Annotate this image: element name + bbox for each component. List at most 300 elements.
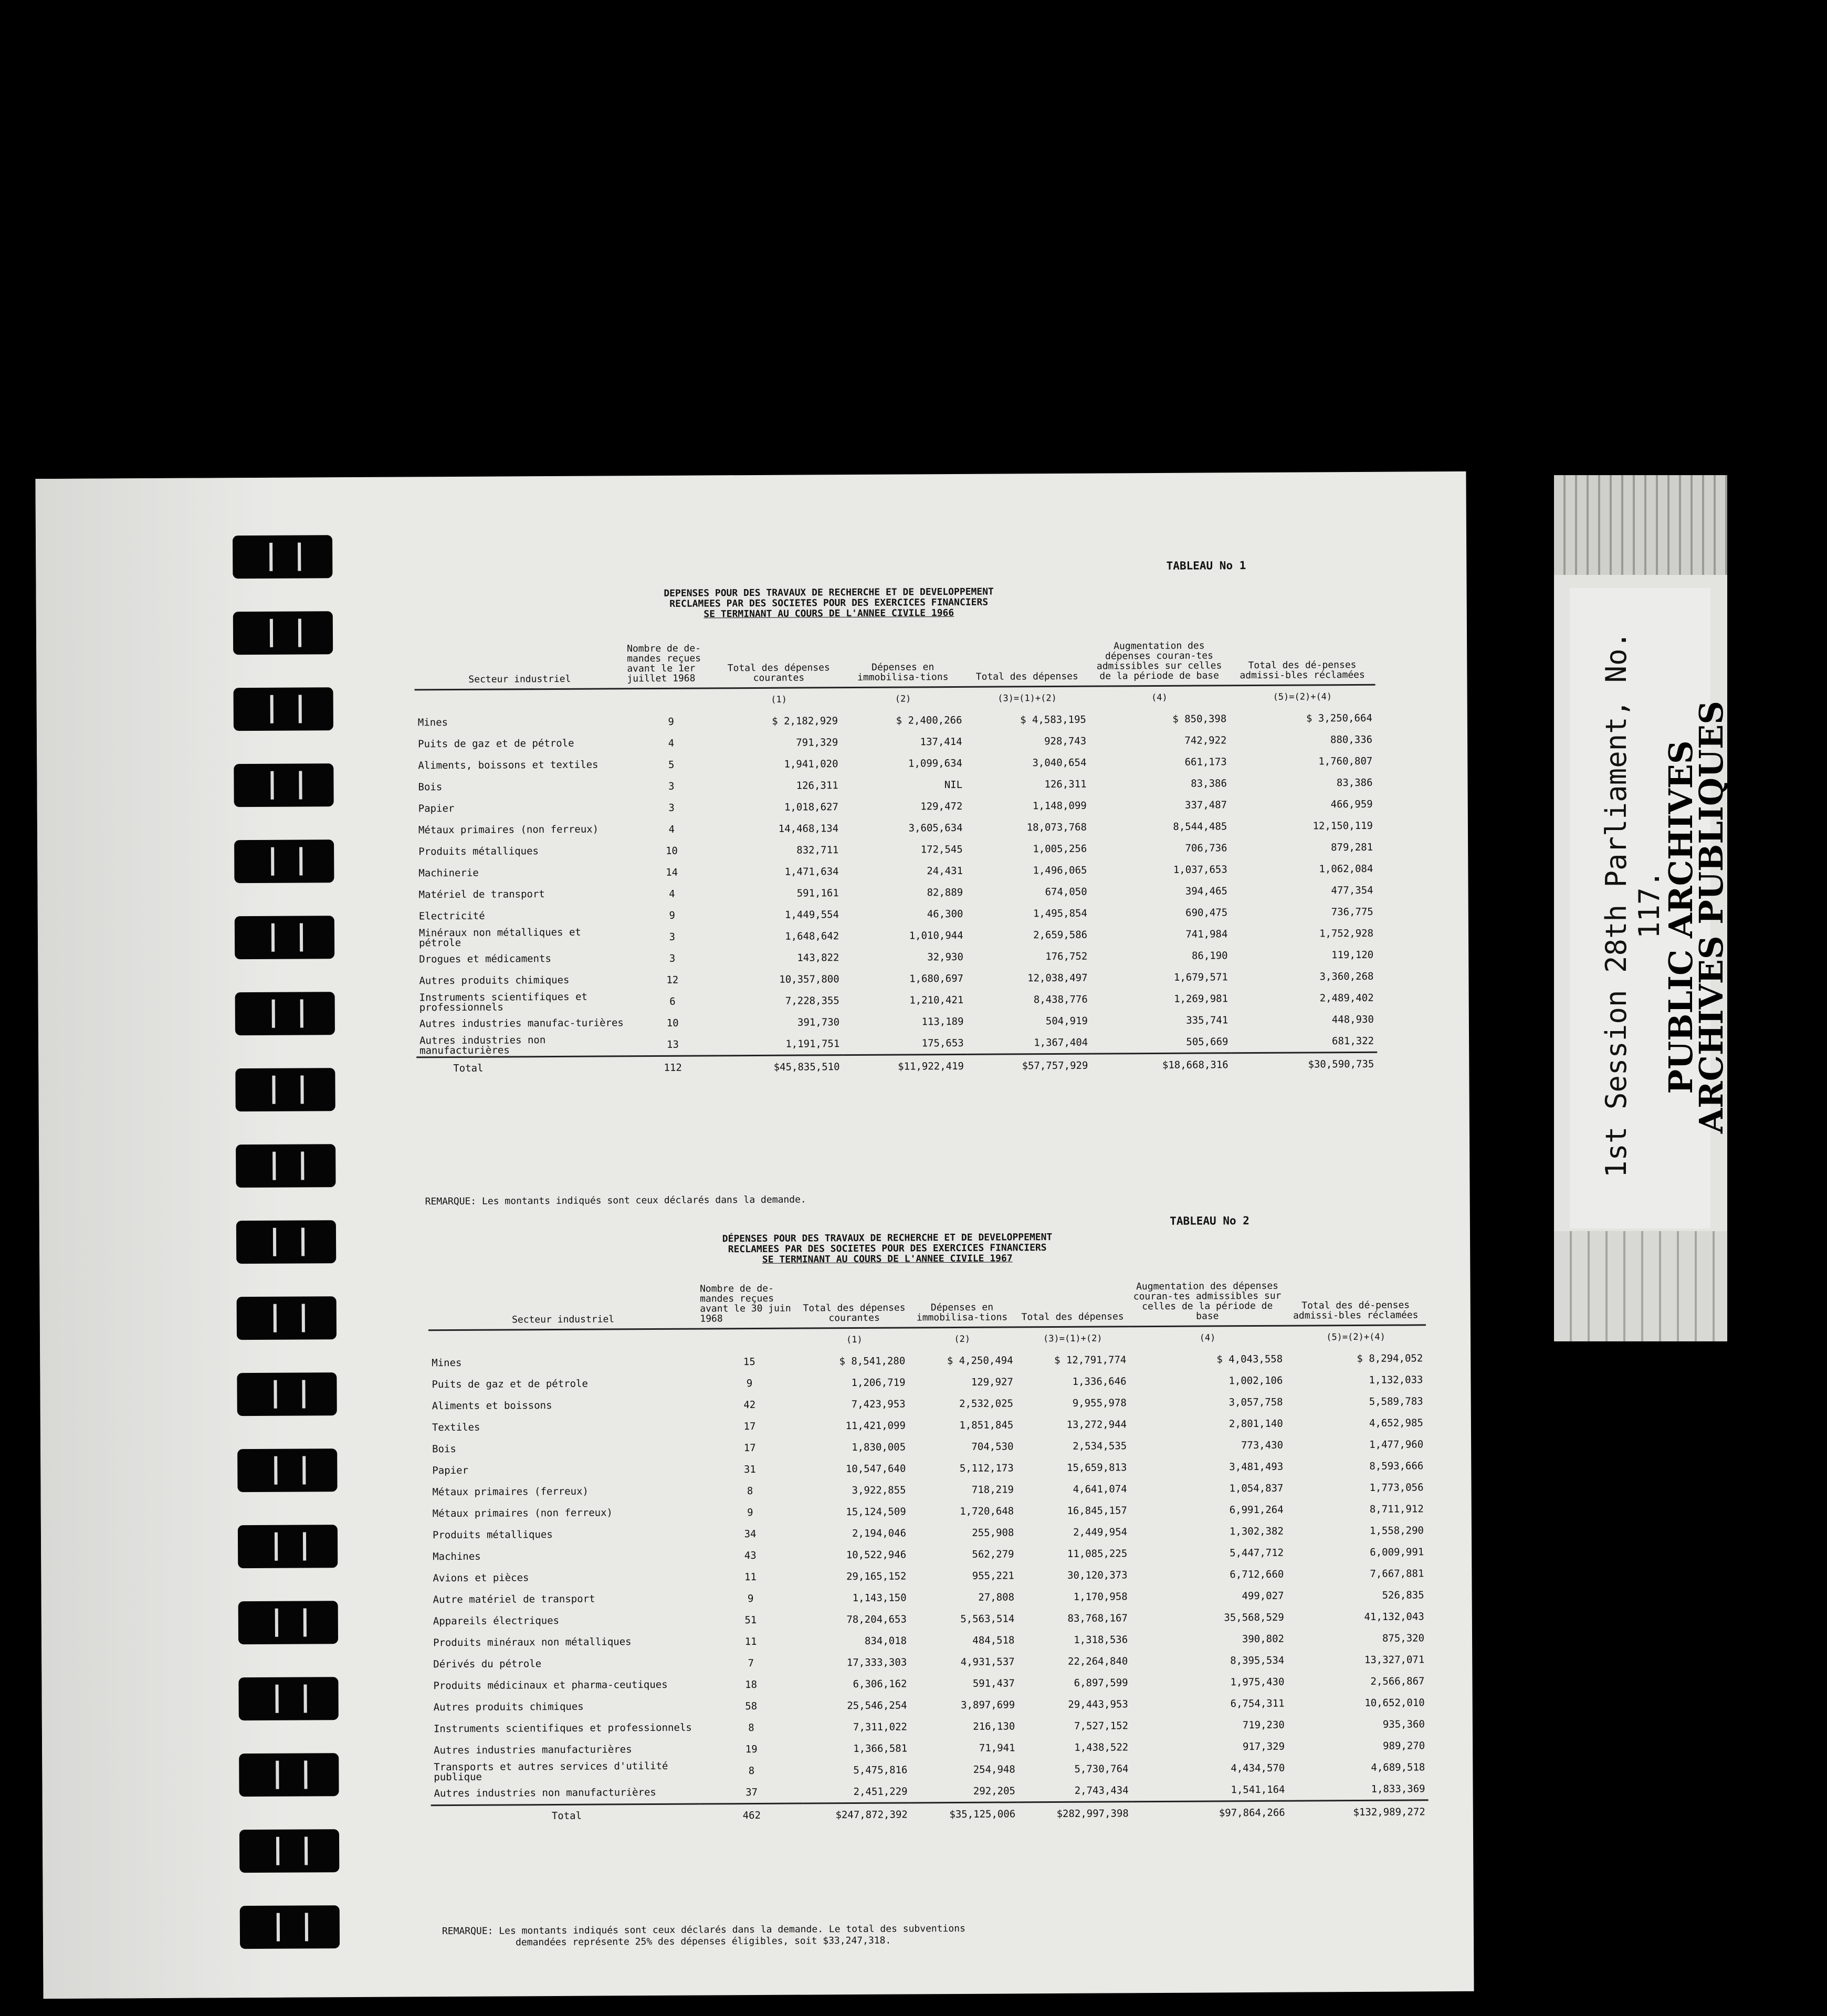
value-cell: $ 4,043,558: [1216, 1353, 1283, 1365]
binding-ring: [237, 1372, 337, 1416]
binding-ring: [239, 1753, 339, 1797]
value-cell: 1,005,256: [1033, 843, 1087, 855]
request-count: 14: [666, 866, 678, 878]
value-cell: 11,421,099: [845, 1420, 906, 1432]
sector-name: Mines: [417, 717, 448, 729]
value-cell: 16,845,157: [1067, 1504, 1127, 1517]
request-count: 10: [666, 1017, 679, 1029]
value-cell: 8,544,485: [1173, 820, 1227, 833]
value-cell: 119,120: [1331, 949, 1374, 961]
value-cell: 1,975,430: [1230, 1676, 1285, 1688]
value-cell: 1,367,404: [1034, 1036, 1088, 1048]
value-cell: 83,386: [1191, 777, 1227, 790]
torn-paper-bottom: [1554, 1231, 1727, 1341]
value-cell: NIL: [944, 779, 963, 791]
value-cell: 879,281: [1331, 841, 1373, 853]
value-cell: 4,652,985: [1369, 1416, 1423, 1429]
value-cell: 71,941: [979, 1741, 1015, 1754]
value-cell: 6,306,162: [853, 1677, 907, 1690]
column-number: (2): [954, 1334, 971, 1345]
sector-name: Instruments scientifiques et professionnels: [433, 1721, 692, 1735]
document-page: [35, 471, 1474, 1999]
column-number: (3)=(1)+(2): [1043, 1333, 1102, 1344]
value-cell: 22,264,840: [1067, 1655, 1128, 1667]
column-header: Total des dépenses: [1016, 1282, 1129, 1327]
sector-name: Mines: [432, 1357, 462, 1369]
tableau-2-label: TABLEAU No 2: [1170, 1214, 1250, 1227]
request-count: 3: [669, 931, 676, 943]
sector-name: Aliments et boissons: [432, 1400, 552, 1412]
binding-ring: [235, 992, 335, 1035]
value-cell: 2,449,954: [1073, 1526, 1128, 1538]
title-line: DÉPENSES POUR DES TRAVAUX DE RECHERCHE ET DE DEVELOPPEMENT: [722, 1232, 1053, 1245]
total-value: $282,997,398: [1018, 1802, 1132, 1825]
value-cell: $ 850,398: [1172, 712, 1227, 725]
sector-name: Machinerie: [418, 867, 479, 879]
value-cell: 7,667,881: [1370, 1567, 1424, 1580]
binding-ring: [234, 687, 333, 731]
value-cell: 1,679,571: [1173, 971, 1228, 983]
label-card: [1570, 588, 1761, 1228]
value-cell: 742,922: [1184, 734, 1227, 747]
total-value: $18,668,316: [1091, 1053, 1232, 1076]
value-cell: 681,322: [1331, 1035, 1374, 1047]
value-cell: 3,922,855: [852, 1484, 906, 1496]
value-cell: 46,300: [927, 908, 963, 920]
value-cell: 791,329: [796, 736, 838, 749]
value-cell: 1,438,522: [1074, 1741, 1129, 1754]
value-cell: 254,948: [973, 1763, 1015, 1776]
tableau-1-table: [414, 640, 1377, 1080]
sector-name: Produits métalliques: [418, 845, 539, 858]
title-line: RECLAMEES PAR DES SOCIETES POUR DES EXERCICES FINANCIERS: [669, 596, 989, 610]
sector-name: Autres industries non manufacturières: [434, 1786, 656, 1800]
tableau-1-remark: REMARQUE: Les montants indiqués sont ceux déclarés dans la demande.: [425, 1194, 806, 1208]
sector-name: Dérivés du pétrole: [433, 1658, 542, 1671]
value-cell: 14,468,134: [778, 822, 839, 835]
request-count: 4: [669, 888, 675, 900]
request-count: 10: [665, 845, 678, 857]
value-cell: 337,487: [1184, 799, 1227, 811]
value-cell: 17,333,303: [846, 1656, 907, 1668]
request-count: 15: [743, 1356, 755, 1368]
value-cell: 4,931,537: [960, 1655, 1015, 1668]
value-cell: 11,085,225: [1067, 1547, 1128, 1560]
sector-name: Métaux primaires (ferreux): [432, 1485, 589, 1498]
value-cell: 5,475,816: [853, 1763, 908, 1776]
column-number: (2): [895, 693, 911, 705]
value-cell: 2,451,229: [853, 1785, 908, 1798]
column-header: Total des dé-penses admissi-bles réclamées: [1285, 1280, 1426, 1326]
value-cell: $ 8,541,280: [839, 1355, 906, 1367]
binding-ring: [233, 611, 333, 655]
sector-name: Textiles: [432, 1421, 480, 1434]
column-header: Augmentation des dépenses couran-tes admissibles sur celles de la période de base: [1089, 640, 1230, 686]
stamp-line: PUBLIC ARCHIVES: [1662, 740, 1700, 1094]
value-cell: 591,161: [796, 887, 839, 899]
value-cell: 4,689,518: [1371, 1761, 1425, 1773]
value-cell: $ 4,250,494: [947, 1354, 1013, 1367]
value-cell: 391,730: [797, 1016, 840, 1028]
value-cell: 126,311: [1044, 778, 1087, 790]
value-cell: 989,270: [1382, 1739, 1425, 1752]
value-cell: 86,190: [1191, 949, 1228, 962]
value-cell: 1,062,084: [1319, 863, 1373, 875]
value-cell: 5,589,783: [1369, 1395, 1423, 1408]
value-cell: 4,434,570: [1231, 1762, 1285, 1774]
header-row: [414, 640, 1375, 690]
sector-name: Puits de gaz et de pétrole: [432, 1378, 588, 1391]
total-row: [416, 1052, 1377, 1079]
title-line: SE TERMINANT AU COURS DE L'ANNEE CIVILE 1967: [762, 1253, 1013, 1265]
binding-ring: [236, 1144, 335, 1188]
tableau-1-body: [415, 707, 1377, 1057]
value-cell: 8,438,776: [1033, 993, 1088, 1005]
value-cell: $ 4,583,195: [1020, 713, 1087, 726]
total-value: $97,864,266: [1132, 1801, 1288, 1824]
tableau-1-title: [577, 586, 1081, 621]
request-count: 42: [743, 1399, 756, 1411]
total-count: 462: [700, 1803, 803, 1826]
binding-ring: [235, 1068, 335, 1111]
tableau-2-table: [428, 1280, 1428, 1828]
total-value: $132,989,272: [1288, 1800, 1429, 1823]
request-count: 31: [743, 1463, 756, 1475]
binding-ring: [238, 1601, 338, 1644]
column-header: Total des dépenses courantes: [717, 643, 841, 688]
value-cell: 505,669: [1186, 1035, 1228, 1048]
value-cell: 1,941,020: [784, 758, 838, 770]
value-cell: $ 3,250,664: [1306, 712, 1372, 724]
sector-name: Métaux primaires (non ferreux): [418, 823, 599, 836]
value-cell: 129,472: [920, 800, 963, 812]
total-value: $11,922,419: [843, 1054, 967, 1077]
binding-ring: [238, 1677, 338, 1720]
value-cell: 13,327,071: [1364, 1653, 1425, 1666]
value-cell: $ 8,294,052: [1357, 1352, 1423, 1364]
value-cell: 7,228,355: [785, 994, 839, 1007]
request-count: 17: [743, 1442, 756, 1454]
value-cell: 172,545: [920, 843, 963, 855]
value-cell: 1,148,099: [1032, 800, 1087, 812]
stamp-line: CANADA: [1723, 837, 1761, 998]
request-count: 51: [744, 1614, 757, 1626]
value-cell: 1,773,056: [1369, 1481, 1424, 1494]
value-cell: 1,558,290: [1369, 1524, 1424, 1537]
value-cell: 29,165,152: [846, 1570, 907, 1582]
value-cell: 7,527,152: [1074, 1719, 1129, 1732]
total-value: $35,125,006: [911, 1802, 1019, 1825]
value-cell: 1,830,005: [852, 1441, 906, 1453]
value-cell: 41,132,043: [1364, 1610, 1424, 1623]
column-header: Dépenses en immobilisa-tions: [841, 642, 965, 688]
column-header: Total des dépenses: [965, 642, 1089, 687]
value-cell: 477,354: [1331, 884, 1373, 896]
title-line: RECLAMEES PAR DES SOCIETES POUR DES EXERCICES FINANCIERS: [728, 1242, 1047, 1255]
column-number: (4): [1199, 1332, 1216, 1343]
value-cell: 30,120,373: [1067, 1569, 1128, 1581]
value-cell: 1,851,845: [959, 1419, 1014, 1431]
value-cell: 1,680,697: [909, 972, 964, 984]
remark-line: demandées représente 25% des dépenses éligibles, soit $33,247,318.: [515, 1935, 891, 1948]
value-cell: 1,143,150: [852, 1591, 907, 1604]
value-cell: 29,443,953: [1068, 1698, 1128, 1710]
value-cell: 216,130: [973, 1720, 1015, 1732]
value-cell: 736,775: [1331, 906, 1373, 918]
request-count: 3: [668, 780, 675, 792]
value-cell: 1,099,634: [908, 757, 962, 769]
total-row: [431, 1800, 1429, 1828]
value-cell: 5,447,712: [1230, 1547, 1284, 1559]
value-cell: 8,711,912: [1369, 1503, 1424, 1515]
sector-name: Puits de gaz et de pétrole: [418, 737, 574, 750]
column-header: Secteur industriel: [414, 644, 625, 690]
value-cell: $ 12,791,774: [1054, 1353, 1127, 1366]
value-cell: 1,471,634: [784, 865, 839, 878]
value-cell: 4,641,074: [1073, 1483, 1127, 1495]
value-cell: 1,002,106: [1228, 1374, 1283, 1387]
value-cell: 129,927: [971, 1376, 1013, 1388]
value-cell: 1,269,981: [1174, 992, 1228, 1005]
value-cell: 6,991,264: [1229, 1504, 1284, 1516]
column-header: Augmentation des dépenses couran-tes admissibles sur celles de la période de base: [1129, 1281, 1286, 1327]
request-count: 4: [668, 737, 675, 749]
value-cell: $ 2,182,929: [772, 715, 838, 727]
value-cell: 499,027: [1242, 1590, 1284, 1602]
value-cell: 2,534,535: [1073, 1440, 1127, 1452]
value-cell: 2,532,025: [959, 1397, 1014, 1410]
value-cell: 1,648,642: [785, 930, 839, 942]
value-cell: 741,984: [1185, 928, 1228, 940]
value-cell: 1,477,960: [1369, 1438, 1424, 1451]
request-count: 12: [666, 974, 679, 986]
sector-name: Produits médicinaux et pharma-ceutiques: [433, 1678, 668, 1692]
value-cell: 928,743: [1044, 735, 1087, 747]
value-cell: 1,018,627: [784, 801, 838, 813]
total-value: $45,835,510: [719, 1055, 843, 1078]
archive-label-strip: [1554, 475, 1761, 1341]
column-header: Total des dé-penses admissi-bles réclamées: [1229, 640, 1375, 686]
value-cell: 137,414: [920, 736, 962, 748]
sector-name: Appareils électriques: [433, 1614, 560, 1628]
sector-name: Electricité: [418, 910, 485, 922]
column-header: Secteur industriel: [428, 1284, 698, 1330]
value-cell: 27,808: [978, 1591, 1015, 1603]
value-cell: 484,518: [972, 1634, 1015, 1646]
request-count: 9: [668, 716, 674, 728]
value-cell: 1,760,807: [1318, 755, 1373, 767]
sector-name: Autre matériel de transport: [433, 1593, 595, 1606]
value-cell: 1,752,928: [1319, 927, 1374, 939]
total-value: $247,872,392: [803, 1803, 911, 1826]
value-cell: 690,475: [1185, 906, 1228, 919]
request-count: 9: [669, 909, 675, 921]
value-cell: 1,132,033: [1369, 1373, 1423, 1386]
value-cell: 175,653: [921, 1037, 964, 1049]
value-cell: 13,272,944: [1066, 1418, 1127, 1431]
value-cell: 773,430: [1241, 1439, 1284, 1451]
value-cell: 718,219: [971, 1483, 1014, 1496]
value-cell: 917,329: [1242, 1740, 1285, 1752]
value-cell: 448,930: [1331, 1013, 1374, 1025]
binding-ring: [236, 1220, 336, 1264]
value-cell: 2,801,140: [1228, 1418, 1283, 1430]
column-header: Total des dépenses courantes: [800, 1283, 908, 1328]
value-cell: 2,489,402: [1319, 992, 1374, 1004]
column-number: (4): [1151, 692, 1168, 703]
value-cell: 8,395,534: [1230, 1654, 1285, 1666]
value-cell: 704,530: [971, 1440, 1014, 1453]
value-cell: 1,210,421: [909, 994, 964, 1006]
value-cell: 591,437: [972, 1677, 1015, 1689]
column-number: (1): [771, 694, 788, 705]
value-cell: 335,741: [1186, 1014, 1228, 1026]
value-cell: 83,386: [1336, 776, 1373, 789]
value-cell: 2,659,586: [1033, 929, 1088, 941]
value-cell: 935,360: [1382, 1718, 1425, 1730]
value-cell: 875,320: [1382, 1632, 1425, 1644]
value-cell: 834,018: [864, 1634, 907, 1647]
value-cell: $ 2,400,266: [896, 714, 962, 727]
value-cell: 6,009,991: [1370, 1546, 1424, 1558]
column-header: Dépenses en immobilisa-tions: [908, 1282, 1016, 1328]
value-cell: 7,311,022: [853, 1720, 907, 1733]
value-cell: 24,431: [927, 865, 963, 877]
sector-name: Papier: [418, 802, 455, 815]
request-count: 8: [748, 1765, 755, 1777]
total-label: Total: [416, 1056, 627, 1080]
value-cell: 15,124,509: [846, 1505, 906, 1518]
column-header: Nombre de de-mandes reçues avant le 1er juillet 1968: [625, 643, 717, 688]
request-count: 18: [745, 1678, 758, 1690]
value-cell: 6,754,311: [1230, 1697, 1285, 1709]
value-cell: 255,908: [972, 1526, 1014, 1539]
request-count: 8: [747, 1485, 753, 1497]
value-cell: 3,057,758: [1228, 1396, 1283, 1408]
tableau-1-label: TABLEAU No 1: [1166, 559, 1246, 572]
value-cell: 3,360,268: [1319, 970, 1374, 982]
value-cell: 15,659,813: [1066, 1461, 1127, 1474]
value-cell: 2,194,046: [852, 1527, 907, 1539]
total-count: 112: [627, 1056, 719, 1078]
binding-ring: [237, 1448, 337, 1492]
value-cell: 10,547,640: [845, 1462, 906, 1475]
binding-ring: [235, 916, 334, 959]
tableau-2-body: [428, 1347, 1428, 1805]
sector-name: Produits minéraux non métalliques: [433, 1636, 632, 1649]
value-cell: 126,311: [796, 779, 838, 792]
value-cell: 176,752: [1045, 950, 1088, 962]
value-cell: 5,730,764: [1074, 1762, 1129, 1775]
request-count: 8: [748, 1721, 754, 1734]
value-cell: 6,897,599: [1074, 1676, 1128, 1689]
value-cell: 7,423,953: [851, 1398, 906, 1410]
value-cell: 292,205: [973, 1784, 1016, 1797]
value-cell: 25,546,254: [847, 1699, 907, 1712]
value-cell: 394,465: [1185, 885, 1228, 897]
request-count: 5: [668, 759, 675, 771]
value-cell: 562,279: [972, 1548, 1014, 1560]
value-cell: 706,736: [1185, 842, 1227, 854]
value-cell: 3,040,654: [1032, 757, 1087, 769]
value-cell: 1,366,581: [853, 1742, 908, 1755]
value-cell: 504,919: [1045, 1015, 1088, 1027]
value-cell: 5,563,514: [960, 1612, 1015, 1625]
session-caption: 1st Session 28th Parliament, No. 117.: [1600, 631, 1666, 1178]
column-header: Nombre de de-mandes reçues avant le 30 juin 1968: [698, 1284, 801, 1329]
request-count: 58: [745, 1700, 758, 1712]
value-cell: 18,073,768: [1026, 821, 1087, 833]
request-count: 37: [746, 1786, 758, 1798]
header-row: [428, 1280, 1425, 1330]
value-cell: 719,230: [1242, 1719, 1285, 1731]
value-cell: 12,150,119: [1312, 820, 1373, 832]
value-cell: 12,038,497: [1027, 972, 1088, 984]
value-cell: 1,496,065: [1033, 864, 1087, 876]
value-cell: 5,112,173: [959, 1462, 1014, 1474]
request-count: 19: [745, 1743, 758, 1755]
sector-name: Produits métalliques: [432, 1529, 553, 1541]
value-cell: 82,889: [927, 886, 963, 898]
request-count: 6: [669, 995, 676, 1007]
value-cell: 1,495,854: [1033, 907, 1087, 919]
sector-name: Métaux primaires (non ferreux): [432, 1507, 613, 1520]
tableau-2-title: [635, 1232, 1139, 1266]
value-cell: 1,054,837: [1229, 1482, 1284, 1494]
value-cell: 880,336: [1330, 733, 1373, 746]
value-cell: 832,711: [796, 844, 839, 856]
sector-name: Drogues et médicaments: [419, 953, 551, 965]
value-cell: 1,318,536: [1074, 1633, 1128, 1646]
total-label: Total: [431, 1804, 701, 1828]
sector-name: Autres industries manufac-turières: [419, 1017, 624, 1030]
request-count: 3: [668, 802, 675, 814]
value-cell: 1,720,648: [960, 1505, 1014, 1517]
value-cell: 1,449,554: [784, 908, 839, 921]
column-number: (5)=(2)+(4): [1326, 1331, 1385, 1342]
sector-name: Autres industries non manufacturières: [419, 1034, 546, 1056]
request-count: 34: [744, 1528, 757, 1540]
sector-name: Autres produits chimiques: [419, 974, 570, 987]
sector-name: Aliments, boissons et textiles: [418, 759, 598, 772]
value-cell: 1,541,164: [1231, 1783, 1285, 1796]
column-number: (3)=(1)+(2): [998, 692, 1057, 704]
value-cell: 35,568,529: [1224, 1611, 1284, 1623]
tableau-2-remark: [442, 1923, 965, 1949]
binding-ring: [234, 763, 333, 807]
column-number: (5)=(2)+(4): [1273, 691, 1332, 702]
value-cell: 10,652,010: [1364, 1696, 1425, 1709]
request-count: 17: [743, 1420, 756, 1432]
binding-ring: [240, 1905, 340, 1949]
value-cell: 955,221: [972, 1569, 1014, 1582]
request-count: 9: [747, 1506, 753, 1518]
binding-ring: [233, 535, 332, 579]
value-cell: 674,050: [1045, 886, 1087, 898]
value-cell: 661,173: [1184, 755, 1227, 768]
sector-name: Bois: [432, 1443, 456, 1455]
binding-ring: [239, 1829, 339, 1873]
sector-name: Machines: [433, 1550, 481, 1563]
value-cell: 3,605,634: [908, 822, 963, 834]
sector-name: Autres produits chimiques: [433, 1700, 584, 1714]
binding-ring: [234, 839, 334, 883]
torn-paper-top: [1554, 475, 1727, 575]
binding-ring: [237, 1296, 337, 1340]
value-cell: 143,822: [797, 951, 839, 964]
value-cell: 2,566,867: [1370, 1675, 1425, 1687]
value-cell: 466,959: [1330, 798, 1373, 810]
